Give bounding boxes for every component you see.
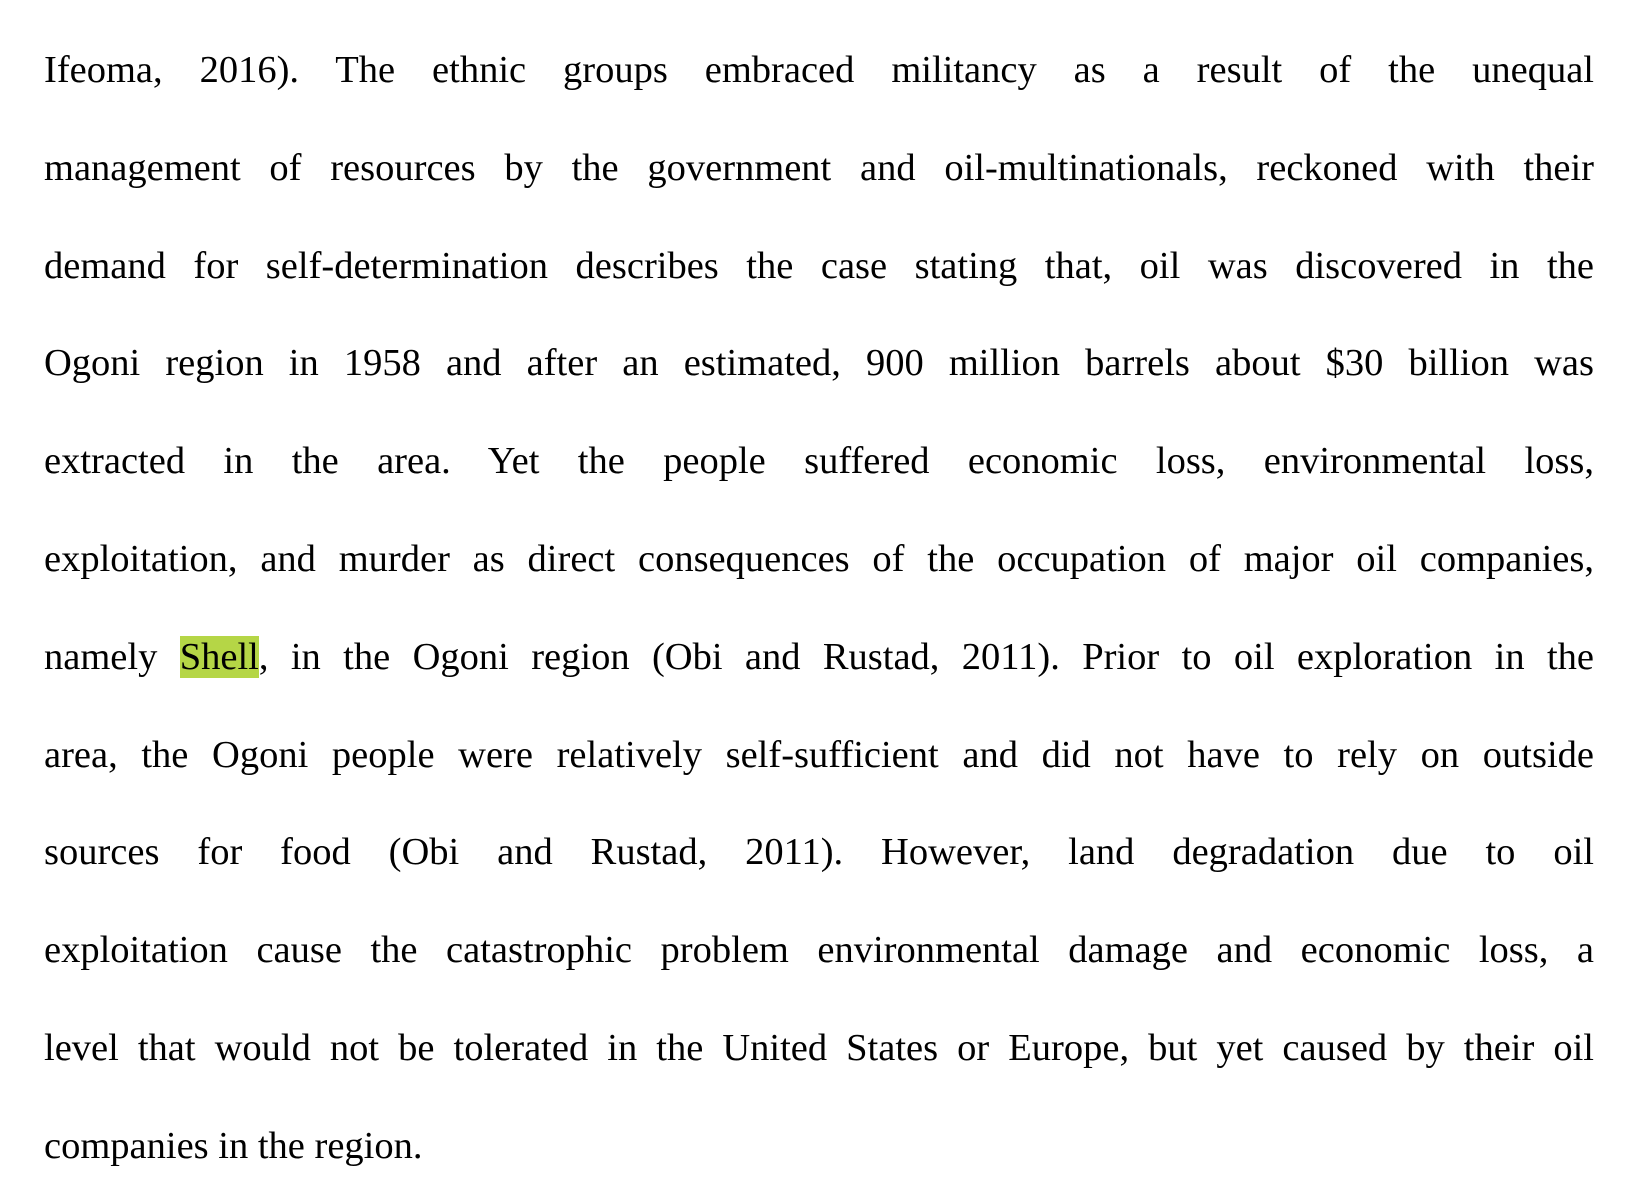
text-line: demand for self-determination describes the case stating that, oil was discovered in the [44, 244, 1594, 287]
text-line: companies in the region. [44, 1124, 423, 1167]
text-segment: , in the Ogoni region (Obi and Rustad, 2011). Prior to oil exploration in the [258, 635, 1594, 678]
text-line: sources for food (Obi and Rustad, 2011). However, land degradation due to oil [44, 831, 1594, 874]
text-line: exploitation cause the catastrophic problem environmental damage and economic loss, a [44, 929, 1594, 972]
text-line: area, the Ogoni people were relatively self-sufficient and did not have to rely on outside [44, 733, 1594, 776]
text-line: exploitation, and murder as direct consequences of the occupation of major oil companies, [44, 537, 1594, 580]
highlighted-word[interactable]: Shell [179, 635, 259, 678]
text-line: level that would not be tolerated in the United States or Europe, but yet caused by their oil [44, 1026, 1594, 1069]
text-segment: namely [44, 635, 180, 678]
text-line: management of resources by the government and oil-multinationals, reckoned with their [44, 146, 1594, 189]
body-paragraph [44, 22, 1594, 1196]
text-line: Ifeoma, 2016). The ethnic groups embraced militancy as a result of the unequal [44, 49, 1594, 91]
text-line: Ogoni region in 1958 and after an estimated, 900 million barrels about $30 billion was [44, 342, 1594, 385]
text-line: extracted in the area. Yet the people suffered economic loss, environmental loss, [44, 440, 1594, 483]
text-line-with-highlight [44, 609, 1594, 707]
